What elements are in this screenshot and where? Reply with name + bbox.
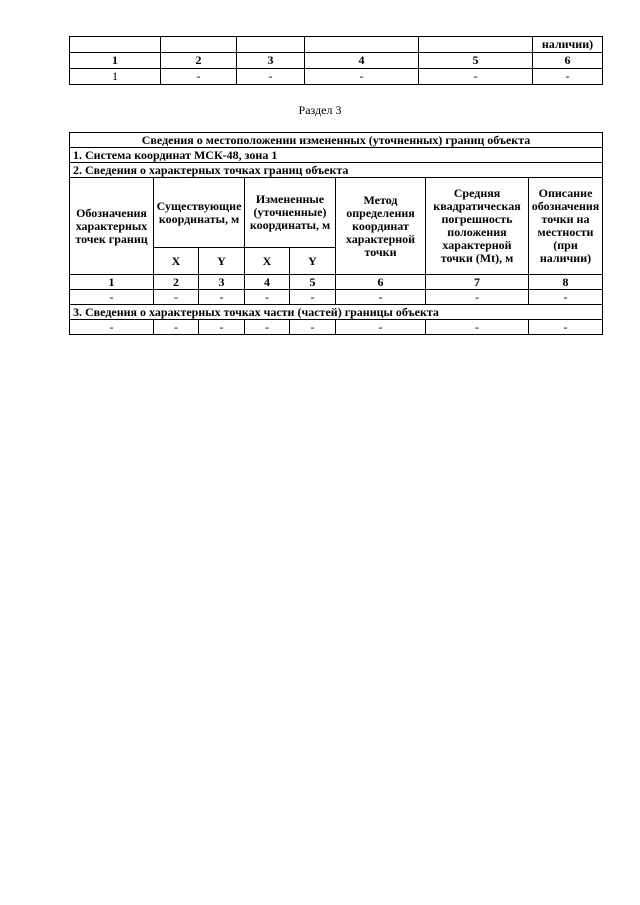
column-number: 7 [426, 275, 529, 290]
table-cell: - [161, 69, 237, 85]
table-cell: - [154, 320, 199, 335]
table-cell: 1 [70, 69, 161, 85]
table-cell: - [70, 290, 154, 305]
column-numbers-row [70, 275, 603, 290]
table-cell: - [199, 290, 245, 305]
table-cell: - [426, 320, 529, 335]
table-cell [161, 37, 237, 53]
column-number: 5 [290, 275, 336, 290]
header-description: Описание обозначения точки на местности (при наличии) [529, 178, 603, 275]
header-method: Метод определения координат характерной точки [336, 178, 426, 275]
coordinate-system-label: 1. Система координат МСК-48, зона 1 [70, 148, 603, 163]
table-cell: - [290, 290, 336, 305]
header-row [70, 178, 603, 248]
table-cell [419, 37, 533, 53]
table-row [70, 320, 603, 335]
header-x: X [154, 248, 199, 275]
table-cell: - [245, 290, 290, 305]
table-title-row [70, 133, 603, 148]
table-row [70, 69, 603, 85]
table-cell [237, 37, 305, 53]
column-number: 1 [70, 53, 161, 69]
column-number: 2 [154, 275, 199, 290]
column-number: 1 [70, 275, 154, 290]
header-y: Y [290, 248, 336, 275]
table-cell: - [336, 320, 426, 335]
table-cell: - [290, 320, 336, 335]
column-number: 3 [199, 275, 245, 290]
table-cell: - [237, 69, 305, 85]
header-x: X [245, 248, 290, 275]
header-changed-coordinates: Измененные (уточненные) координаты, м [245, 178, 336, 248]
table-cell: - [245, 320, 290, 335]
table-cell: - [533, 69, 603, 85]
table-cell: - [426, 290, 529, 305]
header-existing-coordinates: Существующие координаты, м [154, 178, 245, 248]
table-cell: - [305, 69, 419, 85]
section-title: Раздел 3 [298, 103, 342, 117]
column-number: 3 [237, 53, 305, 69]
header-mean-square-error: Средняя квадратическая погрешность положения характерной точки (Mt), м [426, 178, 529, 275]
column-numbers-row [70, 53, 603, 69]
table-cell: - [70, 320, 154, 335]
table-cell: - [419, 69, 533, 85]
column-number: 2 [161, 53, 237, 69]
previous-section-table [69, 36, 603, 85]
table-cell: - [199, 320, 245, 335]
points-section-label: 2. Сведения о характерных точках границ объекта [70, 163, 603, 178]
part-points-section-label: 3. Сведения о характерных точках части (частей) границы объекта [70, 305, 603, 320]
table-row [70, 37, 603, 53]
part-points-section-row [70, 305, 603, 320]
table-title: Сведения о местоположении измененных (уточненных) границ объекта [70, 133, 603, 148]
table-cell: - [529, 320, 603, 335]
header-tail-cell: наличии) [533, 37, 603, 53]
coordinate-system-row [70, 148, 603, 163]
column-number: 4 [305, 53, 419, 69]
header-point-designations: Обозначения характерных точек границ [70, 178, 154, 275]
table-cell: - [154, 290, 199, 305]
table-row [70, 290, 603, 305]
table-cell: - [529, 290, 603, 305]
header-y: Y [199, 248, 245, 275]
column-number: 8 [529, 275, 603, 290]
points-section-row [70, 163, 603, 178]
column-number: 4 [245, 275, 290, 290]
table-cell [70, 37, 161, 53]
column-number: 6 [533, 53, 603, 69]
boundaries-table [69, 132, 603, 335]
column-number: 5 [419, 53, 533, 69]
table-cell [305, 37, 419, 53]
column-number: 6 [336, 275, 426, 290]
table-cell: - [336, 290, 426, 305]
